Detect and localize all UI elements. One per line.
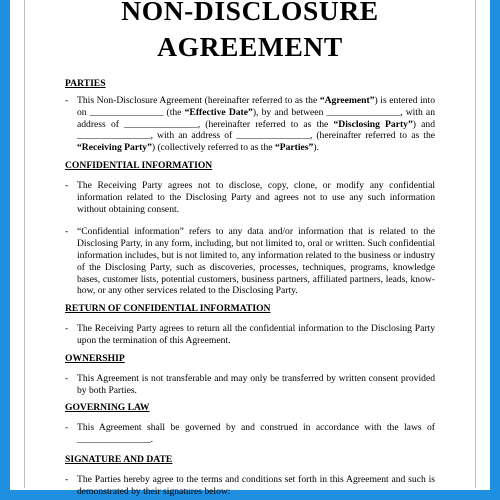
section-heading-ownership: OWNERSHIP: [65, 352, 125, 364]
bullet-dash: -: [65, 226, 69, 238]
parties-paragraph: - This Non-Disclosure Agreement (hereinafter referred to as the “Agreement”) is entered into on ________________ (the “Effective Date”), by and between ________________, with an address of ________________, (hereinafter referred to as the “Disclosing Party”) and ________________, with an address of ________________, (hereinafter referred to as the “Receiving Party”) (collectively referred to as the “Parties”).: [65, 95, 436, 154]
section-heading-signature: SIGNATURE AND DATE: [65, 453, 173, 465]
term-receiving-party: “Receiving Party”: [77, 142, 152, 154]
document-body: [65, 0, 435, 498]
bullet-dash: -: [65, 422, 69, 434]
term-parties: “Parties”: [274, 142, 314, 154]
title-line-1: NON-DISCLOSURE: [121, 0, 379, 26]
section-heading-governing-law: GOVERNING LAW: [65, 402, 150, 414]
signature-paragraph: - The Parties hereby agree to the terms and conditions set forth in this Agreement and such is demonstrated by their signatures below:: [65, 473, 435, 497]
term-agreement: “Agreement”: [319, 95, 375, 106]
term-effective-date: “Effective Date”: [184, 106, 253, 118]
blank-governing-jurisdiction: ________________: [77, 434, 151, 446]
bullet-dash: -: [65, 372, 69, 384]
ownership-paragraph: - This Agreement is not transferable and may only be transferred by written consent provided by both Parties.: [65, 372, 435, 396]
section-heading-return: RETURN OF CONFIDENTIAL INFORMATION: [65, 303, 271, 315]
bullet-dash: -: [65, 323, 69, 335]
bullet-dash: -: [65, 179, 69, 191]
term-disclosing-party: “Disclosing Party”: [333, 118, 413, 130]
return-paragraph: - The Receiving Party agrees to return all the confidential information to the Disclosing Party upon the termination of this Agreement.: [65, 323, 435, 346]
bullet-dash: -: [65, 95, 69, 106]
blank-receiving-address: ________________: [236, 130, 310, 142]
document-title: [65, 0, 435, 65]
title-line-2: AGREEMENT: [157, 31, 343, 62]
blank-disclosing-address: ________________: [124, 118, 198, 130]
bullet-dash: -: [65, 473, 69, 485]
blank-disclosing-name: ________________: [326, 106, 401, 118]
blank-effective-date: ________________: [89, 106, 164, 118]
blank-receiving-name: ________________: [77, 130, 151, 142]
confidential-paragraph-1: - The Receiving Party agrees not to disclose, copy, clone, or modify any confidential information related to the Disclosing Party and agrees not to use any such information without obtaining consent.: [65, 179, 435, 215]
section-heading-parties: PARTIES: [65, 78, 106, 89]
section-heading-confidential: CONFIDENTIAL INFORMATION: [65, 159, 213, 171]
governing-law-paragraph: - This Agreement shall be governed by and construed in accordance with the laws of ________________.: [65, 422, 435, 446]
confidential-paragraph-2: - “Confidential information” refers to any data and/or information that is related to the Disclosing Party, in any form, including, but not limited to, oral or written. Such confidential information includes, but is not limited to, any information related to the business or industry of the Disclosing Party, such as discoveries, processes, techniques, programs, knowledge bases, customer lists, potential customers, business partners, affiliated partners, leads, know-how, or any other services related to the Disclosing Party.: [65, 226, 435, 297]
